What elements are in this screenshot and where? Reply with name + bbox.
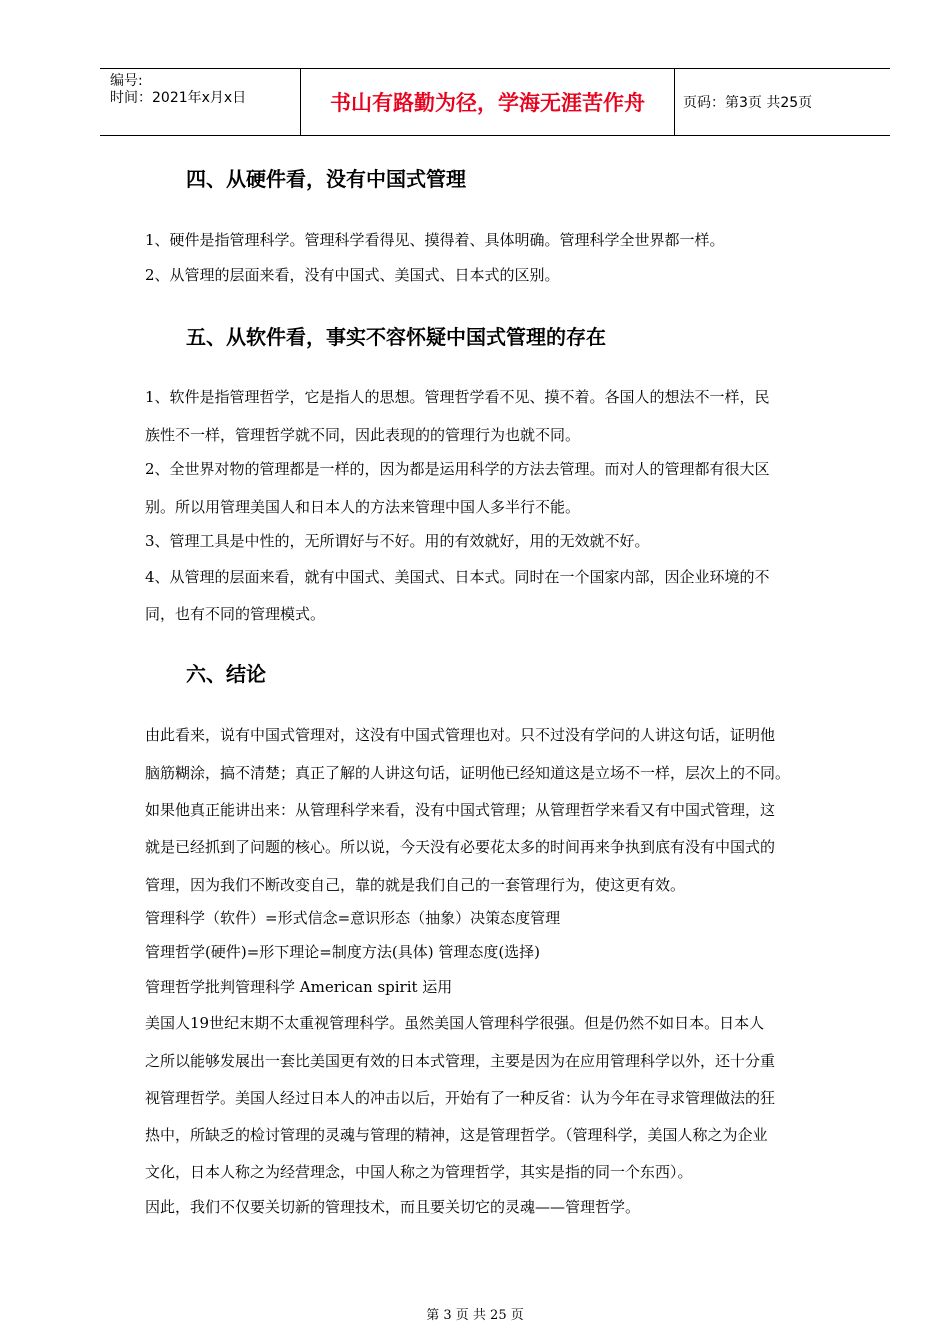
section-5-heading: 五、从软件看，事实不容怀疑中国式管理的存在 [186,325,606,349]
section-5-paragraph-4-line-2: 同，也有不同的管理模式。 [145,605,326,623]
section-4-paragraph-2: 2、从管理的层面来看，没有中国式、美国式、日本式的区别。 [145,266,560,284]
page-footer: 第 3 页 共 25 页 [426,1308,524,1323]
section-5-paragraph-3: 3、管理工具是中性的，无所谓好与不好。用的有效就好，用的无效就不好。 [145,532,650,550]
motto-text: 书山有路勤为径，学海无涯苦作舟 [330,91,645,115]
header-meta-cell [100,69,301,135]
document-header [100,68,890,136]
conclusion-line-13: 文化，日本人称之为经营理念，中国人称之为管理哲学，其实是指的同一个东西）。 [145,1163,693,1181]
section-6-heading: 六、结论 [186,662,266,686]
conclusion-line-2: 脑筋糊涂，搞不清楚；真正了解的人讲这句话，证明他已经知道这是立场不一样，层次上的不同。 [145,764,791,782]
section-5-paragraph-2-line-2: 别。所以用管理美国人和日本人的方法来管理中国人多半行不能。 [145,498,581,516]
section-5-paragraph-1-line-1: 1、软件是指管理哲学，它是指人的思想。管理哲学看不见、摸不着。各国人的想法不一样，民 [145,388,770,406]
code-label: 编号: [110,73,143,89]
section-5-paragraph-4-line-1: 4、从管理的层面来看，就有中国式、美国式、日本式。同时在一个国家内部，因企业环境的不 [145,568,770,586]
page-number-label: 页码：第3页 共25页 [683,95,813,111]
conclusion-line-10: 之所以能够发展出一套比美国更有效的日本式管理，主要是因为在应用管理科学以外，还十分重 [145,1052,776,1070]
conclusion-line-14: 因此，我们不仅要关切新的管理技术，而且要关切它的灵魂——管理哲学。 [145,1198,641,1216]
conclusion-line-11: 视管理哲学。美国人经过日本人的冲击以后，开始有了一种反省：认为今年在寻求管理做法的狂 [145,1089,776,1107]
section-4-paragraph-1: 1、硬件是指管理科学。管理科学看得见、摸得着、具体明确。管理科学全世界都一样。 [145,231,725,249]
conclusion-line-4: 就是已经抓到了问题的核心。所以说，今天没有必要花太多的时间再来争执到底有没有中国式的 [145,838,776,856]
conclusion-line-12: 热中，所缺乏的检讨管理的灵魂与管理的精神，这是管理哲学。（管理科学，美国人称之为企业 [145,1126,768,1144]
conclusion-line-6: 管理科学（软件）=形式信念=意识形态（抽象）决策态度管理 [145,909,561,927]
conclusion-line-9: 美国人19世纪末期不太重视管理科学。虽然美国人管理科学很强。但是仍然不如日本。日本人 [145,1014,765,1032]
conclusion-line-3: 如果他真正能讲出来：从管理科学来看，没有中国式管理；从管理哲学来看又有中国式管理，这 [145,801,776,819]
section-4-heading: 四、从硬件看，没有中国式管理 [186,167,466,191]
conclusion-line-5: 管理，因为我们不断改变自己，靠的就是我们自己的一套管理行为，使这更有效。 [145,876,686,894]
conclusion-line-7: 管理哲学(硬件)=形下理论=制度方法(具体) 管理态度(选择) [145,943,541,961]
section-5-paragraph-2-line-1: 2、全世界对物的管理都是一样的，因为都是运用科学的方法去管理。而对人的管理都有很大区 [145,460,770,478]
header-motto-cell [301,69,675,135]
section-5-paragraph-1-line-2: 族性不一样，管理哲学就不同，因此表现的的管理行为也就不同。 [145,426,581,444]
conclusion-line-8: 管理哲学批判管理科学 American spirit 运用 [145,978,453,996]
time-label: 时间：2021年x月x日 [110,90,247,106]
header-page-cell [675,69,890,135]
conclusion-line-1: 由此看来，说有中国式管理对，这没有中国式管理也对。只不过没有学问的人讲这句话，证明他 [145,726,776,744]
